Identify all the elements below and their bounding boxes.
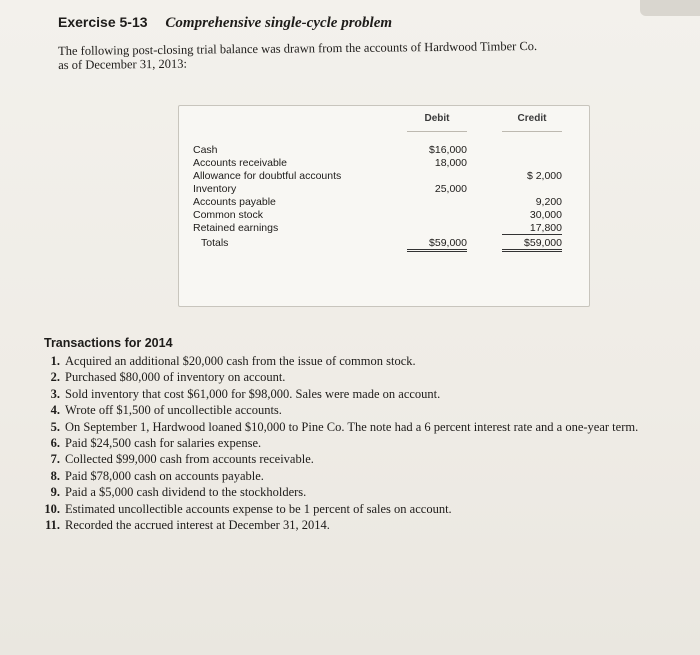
debit-column-header: Debit <box>424 113 450 124</box>
credit-amount: 17,800 <box>502 222 562 235</box>
item-text: On September 1, Hardwood loaned $10,000 to Pine Co. The note had a 6 percent interest rate and a one-year term. <box>65 419 639 434</box>
exercise-heading <box>58 14 392 32</box>
debit-total: $59,000 <box>407 237 467 252</box>
list-item <box>44 353 700 369</box>
table-row <box>193 144 577 157</box>
credit-header-rule <box>502 131 562 132</box>
item-text: Purchased $80,000 of inventory on account. <box>65 370 286 385</box>
table-row <box>193 183 577 196</box>
account-name: Inventory <box>193 183 237 195</box>
intro-paragraph <box>58 37 698 72</box>
item-number: 11. <box>45 518 60 533</box>
item-number: 6. <box>50 436 60 451</box>
page-corner <box>640 0 700 16</box>
item-text: Sold inventory that cost $61,000 for $98,000. Sales were made on account. <box>65 386 441 401</box>
item-number: 1. <box>50 354 60 368</box>
debit-amount: 25,000 <box>434 183 467 195</box>
account-name: Accounts receivable <box>193 157 287 169</box>
item-text: Acquired an additional $20,000 cash from the issue of common stock. <box>65 354 416 368</box>
table-row <box>193 170 577 183</box>
exercise-label: Exercise 5-13 <box>58 14 148 30</box>
list-item <box>44 402 700 418</box>
list-item <box>44 468 700 484</box>
totals-row <box>193 237 577 250</box>
item-text: Paid $78,000 cash on accounts payable. <box>65 468 264 483</box>
item-number: 3. <box>50 386 60 401</box>
account-name: Retained earnings <box>193 222 279 234</box>
list-item <box>44 386 700 402</box>
table-row <box>193 209 577 222</box>
item-number: 9. <box>50 485 60 500</box>
transactions-section <box>44 336 700 533</box>
list-item <box>44 369 700 385</box>
list-item <box>44 484 700 500</box>
account-name: Allowance for doubtful accounts <box>193 170 342 182</box>
item-number: 2. <box>50 370 60 385</box>
debit-amount: $16,000 <box>429 144 467 156</box>
credit-total: $59,000 <box>502 237 562 252</box>
totals-label: Totals <box>201 237 229 249</box>
account-name: Cash <box>193 144 218 156</box>
item-number: 8. <box>50 468 60 483</box>
list-item <box>44 451 700 467</box>
transactions-list <box>44 353 700 533</box>
item-number: 7. <box>50 452 60 467</box>
table-row <box>193 222 577 235</box>
list-item <box>44 419 700 435</box>
exercise-title: Comprehensive single-cycle problem <box>165 15 393 31</box>
credit-amount: 30,000 <box>529 209 562 221</box>
table-row <box>193 157 577 170</box>
transactions-title: Transactions for 2014 <box>44 336 173 350</box>
item-number: 4. <box>50 403 60 418</box>
item-text: Wrote off $1,500 of uncollectible accounts. <box>65 403 282 418</box>
intro-line-1: The following post-closing trial balance was drawn from the accounts of Hardwood Timber Co. <box>58 38 538 58</box>
list-item <box>44 435 700 451</box>
item-text: Recorded the accrued interest at December 31, 2014. <box>65 518 330 533</box>
item-text: Paid $24,500 cash for salaries expense. <box>65 436 262 451</box>
trial-balance-table <box>178 105 590 307</box>
item-number: 5. <box>50 419 60 434</box>
intro-line-2: as of December 31, 2013: <box>58 56 188 72</box>
credit-column-header: Credit <box>517 113 547 124</box>
debit-header-rule <box>407 131 467 132</box>
credit-amount: $ 2,000 <box>526 170 562 182</box>
item-text: Paid a $5,000 cash dividend to the stockholders. <box>65 485 307 500</box>
list-item <box>44 517 700 533</box>
account-name: Common stock <box>193 209 264 221</box>
debit-amount: 18,000 <box>434 157 467 169</box>
item-text: Estimated uncollectible accounts expense to be 1 percent of sales on account. <box>65 501 452 516</box>
credit-amount: 9,200 <box>535 196 562 208</box>
table-row <box>193 196 577 209</box>
item-text: Collected $99,000 cash from accounts receivable. <box>65 452 314 467</box>
item-number: 10. <box>44 501 60 516</box>
account-name: Accounts payable <box>193 196 276 208</box>
list-item <box>44 501 700 517</box>
